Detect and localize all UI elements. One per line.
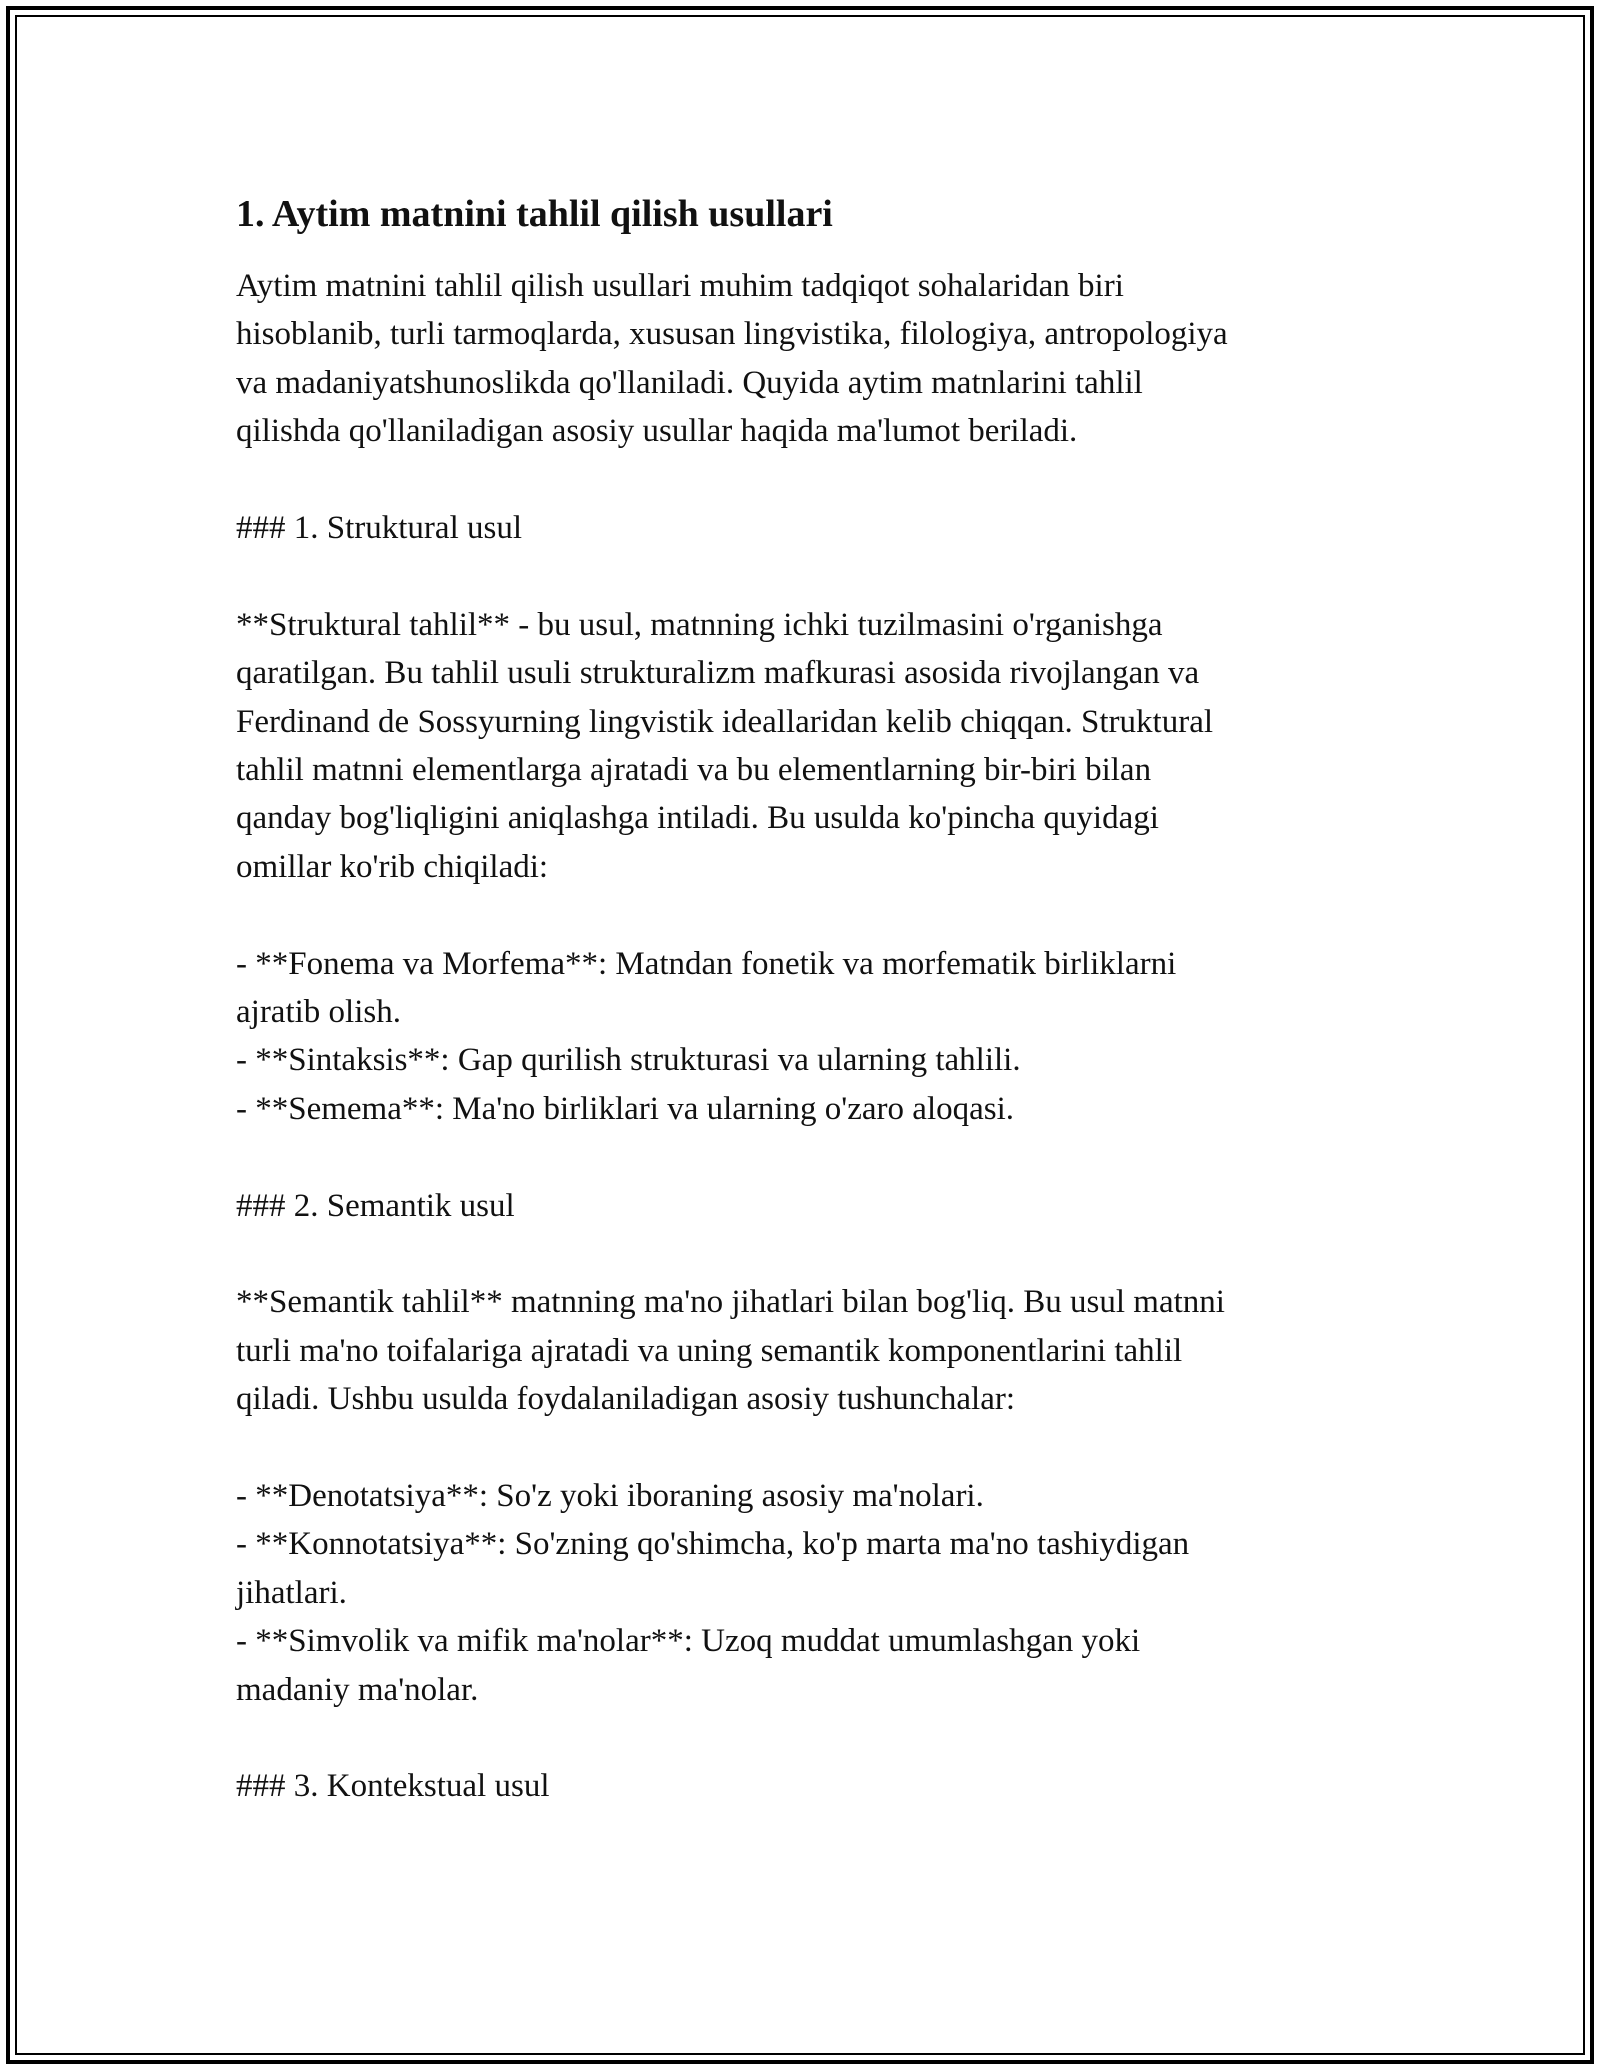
spacer (236, 1133, 1356, 1181)
document-body (236, 188, 1356, 1811)
spacer (236, 1424, 1356, 1472)
spacer (236, 891, 1356, 939)
intro-paragraph: Aytim matnini tahlil qilish usullari muhim tadqiqot sohalaridan biri hisoblanib, turli tarmoqlarda, xususan lingvistika, filologiya, antropologiya va madaniyatshunoslikda qo'llaniladi. Quyida aytim matnlarini tahlil qilishda qo'llaniladigan asosiy usullar haqida ma'lumot beriladi. (236, 268, 1228, 450)
structural-list: - **Fonema va Morfema**: Matndan fonetik va morfematik birliklarni ajratib olish. - **Sintaksis**: Gap qurilish strukturasi va ularning tahlili. - **Semema**: Ma'no birliklari va ularning o'zaro aloqasi. (236, 945, 1177, 1127)
spacer (236, 552, 1356, 600)
structural-paragraph: **Struktural tahlil** - bu usul, matnning ichki tuzilmasini o'rganishga qaratilgan. Bu tahlil usuli strukturalizm mafkurasi asosida rivojlangan va Ferdinand de Sossyurning lingvistik ideallaridan kelib chiqqan. Struktural tahlil matnni elementlarga ajratadi va bu elementlarning bir-biri bilan qanday bog'liqligini aniqlashga intiladi. Bu usulda ko'pincha quyidagi omillar ko'rib chiqiladi: (236, 606, 1214, 885)
semantic-paragraph: **Semantik tahlil** matnning ma'no jihatlari bilan bog'liq. Bu usul matnni turli ma'no toifalariga ajratadi va uning semantik komponentlarini tahlil qiladi. Ushbu usulda foydalaniladigan asosiy tushunchalar: (236, 1284, 1225, 1418)
semantic-list: - **Denotatsiya**: So'z yoki iboraning asosiy ma'nolari. - **Konnotatsiya**: So'zning qo'shimcha, ko'p marta ma'no tashiydigan jihatlari. - **Simvolik va mifik ma'nolar**: Uzoq muddat umumlashgan yoki madaniy ma'nolar. (236, 1478, 1190, 1708)
spacer (236, 456, 1356, 504)
spacer (236, 1714, 1356, 1762)
section-heading-contextual: ### 3. Kontekstual usul (236, 1768, 550, 1805)
section-heading-semantic: ### 2. Semantik usul (236, 1187, 515, 1224)
document-title: 1. Aytim matnini tahlil qilish usullari (236, 193, 833, 235)
spacer (236, 1230, 1356, 1278)
section-heading-structural: ### 1. Struktural usul (236, 510, 522, 547)
